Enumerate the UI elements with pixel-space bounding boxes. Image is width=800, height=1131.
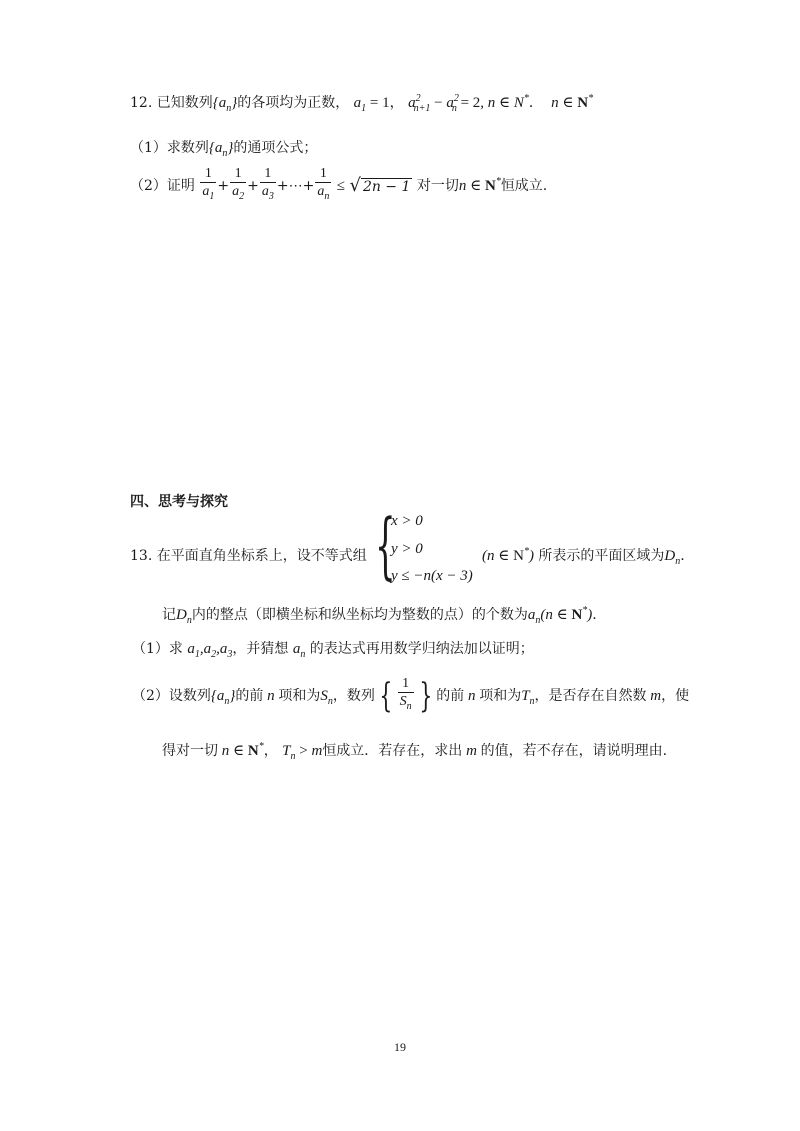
q13-stem-cont: (n ∈ N*) 所表示的平面区域为$D_n$.	[482, 546, 685, 567]
q13-part2-text: 设数列	[168, 688, 211, 704]
q13-cond: (n ∈ N*)	[482, 546, 534, 564]
q13-text-b: 所表示的平面区域为	[538, 548, 665, 564]
q12-number: 12.	[130, 95, 153, 111]
q12-part1-tail: 的通项公式；	[233, 140, 318, 156]
system-row-3: y ≤ −n(x − 3)	[391, 568, 473, 584]
q13-line4-b: 恒成立．若存在，求出	[322, 743, 463, 759]
q13-number: 13.	[130, 548, 153, 564]
q13-line2: 记$D_n$内的整点（即横坐标和纵坐标均为整数的点）的个数为$a_n(n$ ∈ N*).	[162, 605, 597, 626]
q13-line2-b: 内的整点（即横坐标和纵坐标均为整数的点）的个数为	[191, 607, 528, 623]
q13-part1-text: 求	[168, 641, 183, 657]
q13-part2-h: ，使	[661, 688, 690, 704]
system-row-1: x > 0	[391, 513, 423, 529]
q13-part2-label: （2）	[132, 688, 169, 704]
q13-part1: （1）求 $a_1,a_2,a_3$，并猜想 $a_n$ 的表达式再用数学归纳法加以证明；	[132, 641, 534, 660]
frac-1-a2: $\frac{1}{a_2}$	[230, 166, 246, 206]
q12-part1-label: （1）	[130, 140, 167, 156]
q13-part1-tail2: 的表达式再用数学归纳法加以证明；	[309, 641, 534, 657]
q12-part2: （2）证明 $\frac{1}{a_1}$ + $\frac{1}{a_2}$ + $\frac{1}{a_3}$ +⋯+ $\frac{1}{a_n}$ ≤ √ 2n − 1 对一切n ∈ N*恒成立.	[130, 166, 547, 206]
q13-text-a: 在平面直角坐标系上，设不等式组	[156, 548, 367, 564]
page-number: 19	[394, 1040, 406, 1054]
q12-rec-tail: ．	[528, 95, 543, 111]
q13-part1-label: （1）	[132, 641, 169, 657]
q13-line4-a: 得对一切	[162, 743, 218, 759]
q13-part2: （2）设数列$\{a_n\}$的前 n 项和为$S_n$，数列 { $\frac{1}{S_n}$ } 的前 n 项和为$T_n$，是否存在自然数 m，使	[132, 676, 690, 716]
frac-1-a1: $\frac{1}{a_1}$	[200, 166, 216, 206]
q13-part2-e: 的前	[436, 688, 465, 704]
q13-part2-d: ，数列	[332, 688, 375, 704]
q13-part2-g: ，是否存在自然数	[534, 688, 647, 704]
q13-stem	[130, 545, 367, 565]
q12-recurrence: $a^2_{n+1} - a^2_n = 2$, n ∈ N*	[408, 93, 529, 114]
q13-dn: $D_n$	[664, 548, 681, 567]
q13-part1-tail: ，并猜想	[232, 641, 289, 657]
q12-text-b: 的各项均为正数，	[237, 95, 350, 111]
q12-part1-seq: $\{a_n\}$	[208, 140, 234, 159]
q13-part2-c: 项和为	[278, 688, 321, 704]
q12-part1	[130, 137, 317, 159]
frac-1-sn: $\frac{1}{S_n}$	[398, 676, 414, 716]
q13-line2-a: 记	[162, 607, 176, 623]
q12-stem: 12. 已知数列$\{a_n\}$的各项均为正数， $a_1 = 1$， $a^2_{n+1} - a^2_n = 2$, n ∈ N*． n ∈ N*	[130, 93, 594, 114]
q12-n-in: n ∈ N*	[547, 93, 594, 111]
q13-line4: 得对一切 n ∈ N*， $T_n > m$恒成立．若存在，求出 m 的值，若不存在，请说明理由.	[162, 741, 668, 762]
q12-a1: $a_1 = 1$	[353, 95, 390, 114]
q12-part2-tail: 对一切	[416, 177, 459, 194]
system-row-2: y > 0	[391, 541, 423, 557]
q12-text-a: 已知数列	[156, 95, 213, 111]
frac-1-an: $\frac{1}{a_n}$	[315, 166, 331, 206]
q12-part1-text: 求数列	[166, 140, 209, 156]
q12-part2-label: （2）	[130, 177, 167, 194]
section-title: 四、思考与探究	[130, 494, 228, 510]
sqrt-expression: √ 2n − 1	[349, 175, 411, 197]
q12-seq: $\{a_n\}$	[212, 95, 238, 114]
q12-part2-tail2: 恒成立.	[500, 177, 548, 194]
frac-1-a3: $\frac{1}{a_3}$	[260, 166, 276, 206]
q13-line4-c: 的值，若不存在，请说明理由.	[480, 743, 668, 759]
q13-part2-f: 项和为	[479, 688, 522, 704]
system-brace: {	[375, 503, 396, 587]
q12-part2-text: 证明	[166, 177, 195, 194]
q13-part2-b: 的前	[235, 688, 264, 704]
